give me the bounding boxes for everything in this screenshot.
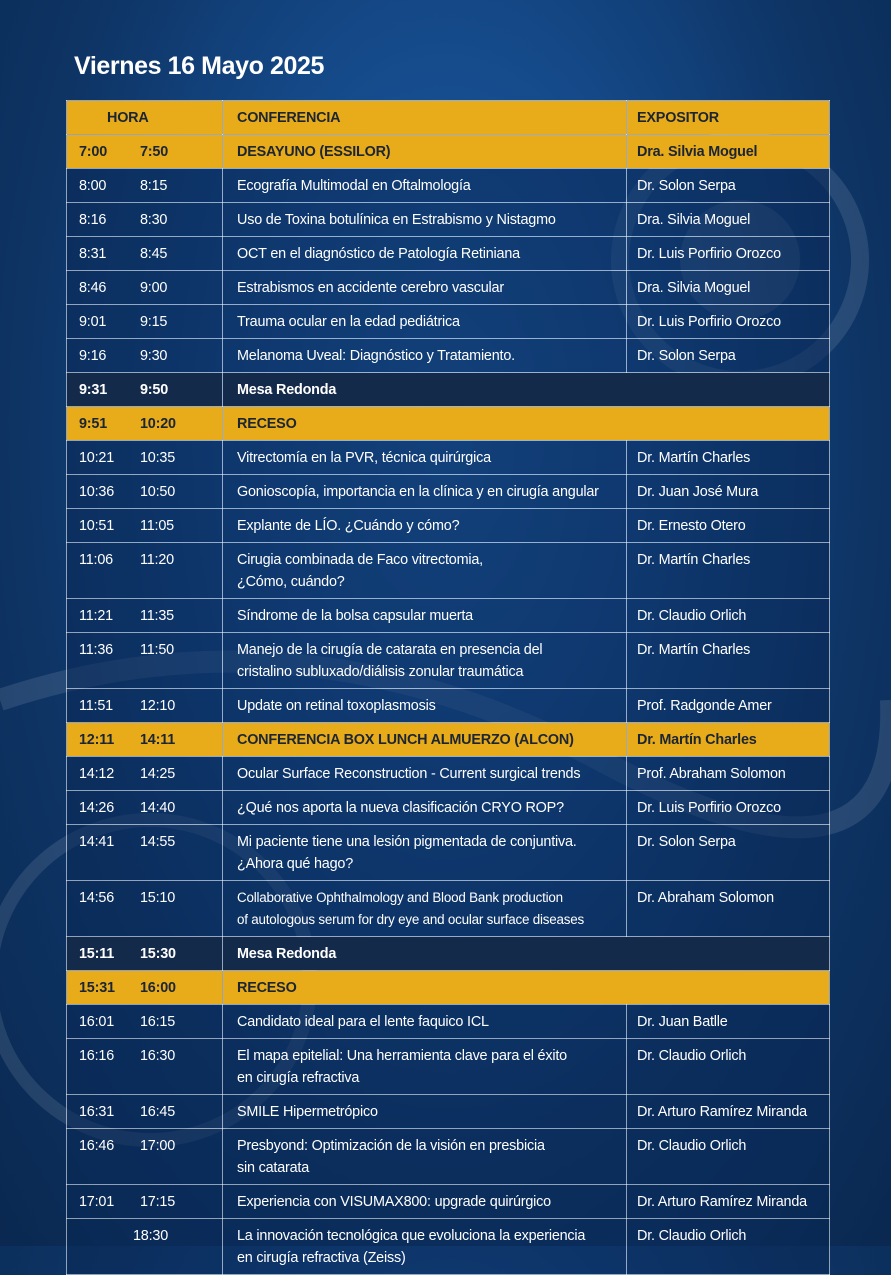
topic-line: ¿Qué nos aporta la nueva clasificación CRYO ROP?: [237, 800, 564, 816]
header-expositor: EXPOSITOR: [627, 101, 830, 135]
speaker-cell: Dra. Silvia Moguel: [627, 135, 830, 169]
end-time: 8:30: [140, 212, 168, 228]
table-row: [67, 1039, 830, 1095]
topic-line: en cirugía refractiva (Zeiss): [237, 1250, 406, 1266]
speaker-cell: Dra. Silvia Moguel: [627, 203, 830, 237]
start-time: 12:11: [79, 732, 115, 748]
topic-line: Mesa Redonda: [237, 946, 337, 962]
topic-cell: [223, 971, 830, 1005]
time-cell: [67, 1185, 223, 1219]
end-time: 8:45: [140, 246, 168, 262]
table-row: [67, 441, 830, 475]
topic-cell: [223, 339, 627, 373]
end-time: 9:30: [140, 348, 168, 364]
start-time: 10:36: [79, 484, 115, 500]
topic-line: RECESO: [237, 980, 297, 996]
start-time: 10:21: [79, 450, 115, 466]
topic-cell: [223, 1039, 627, 1095]
header-conferencia: CONFERENCIA: [223, 101, 627, 135]
time-cell: [67, 237, 223, 271]
topic-line: Collaborative Ophthalmology and Blood Bank production: [237, 890, 563, 905]
topic-line: CONFERENCIA BOX LUNCH ALMUERZO (ALCON): [237, 732, 574, 748]
end-time: 10:35: [140, 450, 176, 466]
topic-cell: [223, 881, 627, 937]
topic-line: Candidato ideal para el lente faquico ICL: [237, 1014, 489, 1030]
topic-line: of autologous serum for dry eye and ocular surface diseases: [237, 912, 584, 927]
topic-line: sin catarata: [237, 1160, 309, 1176]
time-cell: [67, 599, 223, 633]
header-hora: HORA: [67, 101, 223, 135]
table-row: [67, 271, 830, 305]
topic-cell: [223, 1095, 627, 1129]
start-time: 14:56: [79, 890, 115, 906]
end-time: 16:15: [140, 1014, 176, 1030]
end-time: 14:11: [140, 732, 176, 748]
topic-cell: [223, 475, 627, 509]
start-time: 14:12: [79, 766, 115, 782]
table-row: [67, 509, 830, 543]
topic-line: OCT en el diagnóstico de Patología Retiniana: [237, 246, 520, 262]
table-row: [67, 971, 830, 1005]
topic-line: SMILE Hipermetrópico: [237, 1104, 378, 1120]
table-row: [67, 1219, 830, 1275]
end-time: 9:15: [140, 314, 168, 330]
topic-line: Manejo de la cirugía de catarata en presencia del: [237, 642, 543, 658]
start-time: 7:00: [79, 144, 108, 160]
time-cell: [67, 407, 223, 441]
speaker-cell: Dr. Solon Serpa: [627, 339, 830, 373]
time-cell: [67, 791, 223, 825]
schedule-table: [66, 100, 830, 1275]
speaker-cell: Dr. Claudio Orlich: [627, 599, 830, 633]
speaker-cell: Prof. Radgonde Amer: [627, 689, 830, 723]
speaker-cell: Dr. Claudio Orlich: [627, 1129, 830, 1185]
time-cell: [67, 441, 223, 475]
table-row: [67, 881, 830, 937]
speaker-cell: Dr. Martín Charles: [627, 723, 830, 757]
end-time: 14:55: [140, 834, 176, 850]
time-cell: [67, 633, 223, 689]
time-cell: [67, 135, 223, 169]
start-time: 15:11: [79, 946, 115, 962]
time-cell: [67, 1005, 223, 1039]
speaker-cell: Dr. Claudio Orlich: [627, 1039, 830, 1095]
table-row: [67, 237, 830, 271]
end-time: 10:20: [140, 416, 176, 432]
topic-cell: [223, 599, 627, 633]
start-time: 18:30: [132, 1228, 168, 1244]
topic-line: Estrabismos en accidente cerebro vascular: [237, 280, 504, 296]
topic-line: Presbyond: Optimización de la visión en presbicia: [237, 1138, 545, 1154]
speaker-cell: Dr. Claudio Orlich: [627, 1219, 830, 1275]
topic-line: La innovación tecnológica que evoluciona la experiencia: [237, 1228, 586, 1244]
topic-cell: [223, 169, 627, 203]
time-cell: [67, 169, 223, 203]
start-time: 14:41: [79, 834, 115, 850]
start-time: 9:51: [79, 416, 108, 432]
start-time: 8:00: [79, 178, 107, 194]
speaker-cell: Dr. Luis Porfirio Orozco: [627, 237, 830, 271]
speaker-cell: Dr. Abraham Solomon: [627, 881, 830, 937]
topic-cell: [223, 373, 830, 407]
end-time: 16:45: [140, 1104, 176, 1120]
start-time: 15:31: [79, 980, 115, 996]
end-time: 15:10: [140, 890, 176, 906]
time-cell: [67, 723, 223, 757]
speaker-cell: Dr. Arturo Ramírez Miranda: [627, 1185, 830, 1219]
start-time: 9:16: [79, 348, 107, 364]
time-cell: [67, 373, 223, 407]
topic-line: Vitrectomía en la PVR, técnica quirúrgica: [237, 450, 491, 466]
table-row: [67, 407, 830, 441]
end-time: 11:05: [140, 518, 174, 534]
time-cell: [67, 881, 223, 937]
table-row: [67, 723, 830, 757]
topic-cell: [223, 135, 627, 169]
speaker-cell: Dr. Solon Serpa: [627, 169, 830, 203]
start-time: 8:31: [79, 246, 107, 262]
topic-line: Síndrome de la bolsa capsular muerta: [237, 608, 473, 624]
topic-cell: [223, 1219, 627, 1275]
topic-cell: [223, 407, 830, 441]
start-time: 9:31: [79, 382, 108, 398]
topic-cell: [223, 689, 627, 723]
start-time: 16:16: [79, 1048, 115, 1064]
topic-line: Update on retinal toxoplasmosis: [237, 698, 436, 714]
end-time: 11:35: [140, 608, 174, 624]
table-row: [67, 1005, 830, 1039]
page-title: Viernes 16 Mayo 2025: [74, 52, 325, 80]
topic-line: Explante de LÍO. ¿Cuándo y cómo?: [237, 518, 460, 534]
table-row: [67, 339, 830, 373]
table-row: [67, 305, 830, 339]
end-time: 7:50: [140, 144, 169, 160]
speaker-cell: Dr. Ernesto Otero: [627, 509, 830, 543]
topic-line: Experiencia con VISUMAX800: upgrade quirúrgico: [237, 1194, 551, 1210]
topic-line: ¿Ahora qué hago?: [237, 856, 354, 872]
table-row: [67, 599, 830, 633]
topic-cell: [223, 1129, 627, 1185]
table-row: [67, 373, 830, 407]
topic-line: Melanoma Uveal: Diagnóstico y Tratamiento.: [237, 348, 515, 364]
table-row: [67, 1129, 830, 1185]
time-cell: [67, 825, 223, 881]
topic-line: en cirugía refractiva: [237, 1070, 360, 1086]
end-time: 10:50: [140, 484, 176, 500]
table-row: [67, 791, 830, 825]
start-time: 11:36: [79, 642, 113, 658]
start-time: 11:51: [79, 698, 113, 714]
topic-cell: [223, 723, 627, 757]
topic-line: Mi paciente tiene una lesión pigmentada de conjuntiva.: [237, 834, 577, 850]
start-time: 14:26: [79, 800, 115, 816]
topic-line: ¿Cómo, cuándo?: [237, 574, 345, 590]
start-time: 16:01: [79, 1014, 115, 1030]
end-time: 14:40: [140, 800, 176, 816]
topic-line: Ocular Surface Reconstruction - Current surgical trends: [237, 766, 581, 782]
speaker-cell: Dr. Martín Charles: [627, 441, 830, 475]
topic-line: Ecografía Multimodal en Oftalmología: [237, 178, 471, 194]
time-cell: [67, 937, 223, 971]
speaker-cell: Dr. Martín Charles: [627, 543, 830, 599]
time-cell: [67, 509, 223, 543]
end-time: 8:15: [140, 178, 168, 194]
start-time: 8:46: [79, 280, 107, 296]
topic-cell: [223, 237, 627, 271]
speaker-cell: Dr. Luis Porfirio Orozco: [627, 791, 830, 825]
time-cell: [67, 271, 223, 305]
start-time: 17:01: [79, 1194, 115, 1210]
topic-cell: [223, 203, 627, 237]
end-time: 17:00: [140, 1138, 176, 1154]
end-time: 16:30: [140, 1048, 176, 1064]
end-time: 17:15: [140, 1194, 176, 1210]
speaker-cell: Dr. Martín Charles: [627, 633, 830, 689]
time-cell: [67, 1095, 223, 1129]
table-row: [67, 937, 830, 971]
topic-cell: [223, 543, 627, 599]
end-time: 14:25: [140, 766, 176, 782]
table-header-row: [67, 101, 830, 135]
end-time: 12:10: [140, 698, 176, 714]
time-cell: [67, 1219, 223, 1275]
topic-line: Mesa Redonda: [237, 382, 337, 398]
topic-cell: [223, 757, 627, 791]
start-time: 16:31: [79, 1104, 115, 1120]
end-time: 11:50: [140, 642, 174, 658]
speaker-cell: Dr. Arturo Ramírez Miranda: [627, 1095, 830, 1129]
topic-line: DESAYUNO (ESSILOR): [237, 144, 391, 160]
table-row: [67, 475, 830, 509]
start-time: 11:21: [79, 608, 113, 624]
topic-cell: [223, 509, 627, 543]
end-time: 16:00: [140, 980, 176, 996]
time-cell: [67, 757, 223, 791]
speaker-cell: Dr. Juan José Mura: [627, 475, 830, 509]
topic-cell: [223, 633, 627, 689]
topic-cell: [223, 825, 627, 881]
start-time: 9:01: [79, 314, 107, 330]
table-row: [67, 203, 830, 237]
start-time: 10:51: [79, 518, 115, 534]
topic-line: Trauma ocular en la edad pediátrica: [237, 314, 460, 330]
table-row: [67, 757, 830, 791]
table-row: [67, 633, 830, 689]
time-cell: [67, 475, 223, 509]
start-time: 16:46: [79, 1138, 115, 1154]
speaker-cell: Dra. Silvia Moguel: [627, 271, 830, 305]
topic-cell: [223, 791, 627, 825]
speaker-cell: Dr. Juan Batlle: [627, 1005, 830, 1039]
time-cell: [67, 689, 223, 723]
table-row: [67, 825, 830, 881]
time-cell: [67, 971, 223, 1005]
end-time: 11:20: [140, 552, 174, 568]
topic-line: Gonioscopía, importancia en la clínica y en cirugía angular: [237, 484, 599, 500]
time-cell: [67, 305, 223, 339]
topic-line: cristalino subluxado/diálisis zonular traumática: [237, 664, 524, 680]
start-time: 8:16: [79, 212, 107, 228]
time-cell: [67, 543, 223, 599]
table-row: [67, 689, 830, 723]
topic-line: RECESO: [237, 416, 297, 432]
topic-cell: [223, 271, 627, 305]
end-time: 15:30: [140, 946, 176, 962]
time-cell: [67, 203, 223, 237]
table-row: [67, 543, 830, 599]
topic-line: Uso de Toxina botulínica en Estrabismo y Nistagmo: [237, 212, 556, 228]
topic-cell: [223, 1185, 627, 1219]
time-cell: [67, 1039, 223, 1095]
time-cell: [67, 1129, 223, 1185]
table-row: [67, 169, 830, 203]
topic-cell: [223, 1005, 627, 1039]
topic-cell: [223, 937, 830, 971]
topic-cell: [223, 305, 627, 339]
table-row: [67, 1185, 830, 1219]
time-cell: [67, 339, 223, 373]
speaker-cell: Prof. Abraham Solomon: [627, 757, 830, 791]
end-time: 9:50: [140, 382, 169, 398]
table-row: [67, 1095, 830, 1129]
topic-cell: [223, 441, 627, 475]
end-time: 9:00: [140, 280, 168, 296]
speaker-cell: Dr. Solon Serpa: [627, 825, 830, 881]
table-row: [67, 135, 830, 169]
topic-line: Cirugia combinada de Faco vitrectomia,: [237, 552, 483, 568]
start-time: 11:06: [79, 552, 113, 568]
topic-line: El mapa epitelial: Una herramienta clave para el éxito: [237, 1048, 567, 1064]
speaker-cell: Dr. Luis Porfirio Orozco: [627, 305, 830, 339]
